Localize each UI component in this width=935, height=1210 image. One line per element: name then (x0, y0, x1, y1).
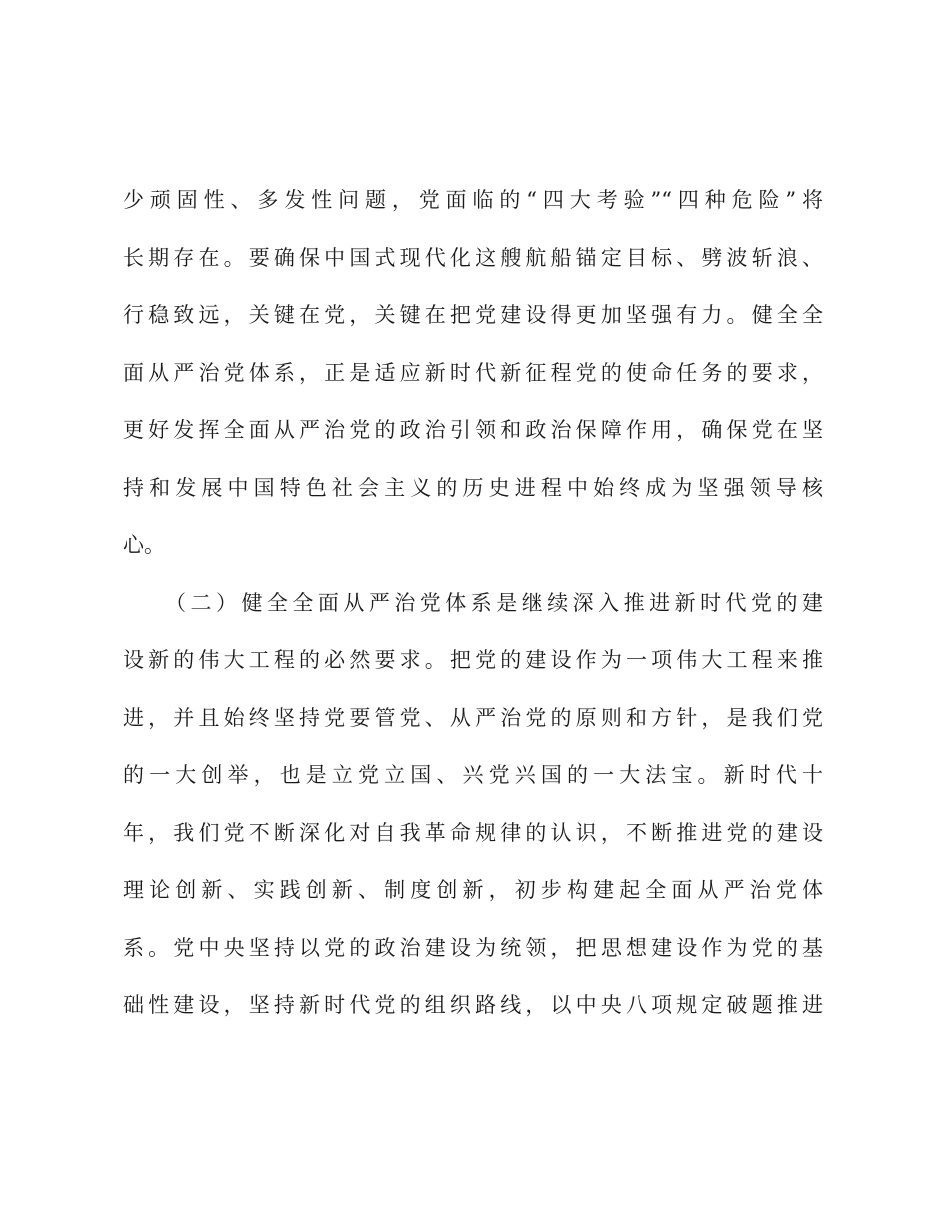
paragraph-line: 持和发展中国特色社会主义的历史进程中始终成为坚强领导核 (123, 475, 823, 500)
paragraph-line: 更好发挥全面从严治党的政治引领和政治保障作用，确保党在坚 (123, 418, 823, 442)
paragraph-line: 面从严治党体系，正是适应新时代新征程党的使命任务的要求， (123, 360, 823, 385)
paragraph-line: （二）健全全面从严治党体系是继续深入推进新时代党的建 (165, 590, 823, 615)
paragraph-2 (123, 575, 823, 1035)
paragraph-line: 础性建设，坚持新时代党的组织路线，以中央八项规定破题推进 (123, 993, 823, 1017)
paragraph-line: 年，我们党不断深化对自我革命规律的认识，不断推进党的建设 (123, 820, 823, 845)
paragraph-line: 设新的伟大工程的必然要求。把党的建设作为一项伟大工程来推 (123, 648, 823, 672)
paragraph-line: 行稳致远，关键在党，关键在把党建设得更加坚强有力。健全全 (123, 303, 823, 327)
body-text (123, 172, 823, 1035)
paragraph-line: 系。党中央坚持以党的政治建设为统领，把思想建设作为党的基 (123, 935, 823, 960)
paragraph-line: 的一大创举，也是立党立国、兴党兴国的一大法宝。新时代十 (123, 763, 823, 787)
paragraph-1 (123, 172, 823, 575)
paragraph-line: 理论创新、实践创新、制度创新，初步构建起全面从严治党体 (123, 878, 823, 902)
paragraph-line: 长期存在。要确保中国式现代化这艘航船锚定目标、劈波斩浪、 (123, 245, 823, 270)
paragraph-line: 少顽固性、多发性问题，党面临的“四大考验”“四种危险”将 (123, 188, 823, 212)
paragraph-line: 进，并且始终坚持党要管党、从严治党的原则和方针，是我们党 (123, 705, 823, 730)
paragraph-line: 心。 (123, 533, 165, 557)
